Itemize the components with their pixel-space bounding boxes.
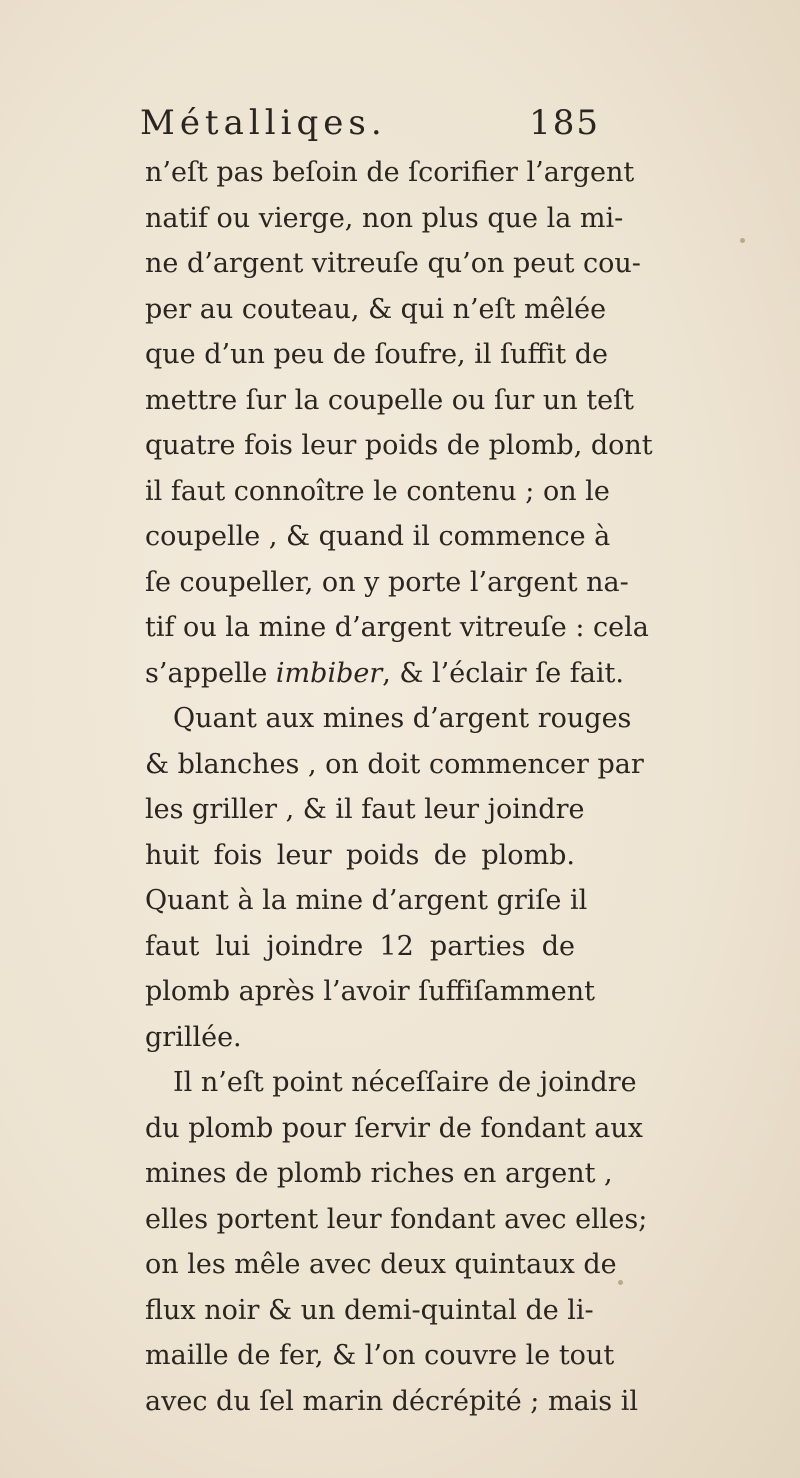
text-run: s’appelle (145, 657, 276, 689)
text-line: per au couteau, & qui n’eſt mêlée (145, 293, 607, 325)
text-line: huit fois leur poids de plomb. (145, 839, 575, 871)
text-line: que d’un peu de ſoufre, il ſuffit de (145, 339, 608, 370)
page-number: 185 (529, 103, 600, 143)
text-line: mines de plomb riches en argent , (145, 1158, 613, 1189)
text-line: quatre fois leur poids de plomb, dont (145, 430, 653, 461)
text-line: elles portent leur fondant avec elles; (145, 1203, 648, 1235)
text-line: mettre ſur la coupelle ou ſur un teſt (145, 384, 634, 416)
text-line: du plomb pour ſervir de fondant aux (145, 1112, 643, 1144)
text-line: les griller , & il faut leur joindre (145, 794, 585, 825)
paragraph-start-line: Quant aux mines d’argent rouges (173, 703, 632, 734)
text-line: n’eſt pas beſoin de ſcorifier l’argent (145, 157, 635, 188)
paper-spot (618, 1280, 623, 1285)
text-line: plomb après l’avoir ſuffiſamment (145, 976, 596, 1007)
running-title: Métalliqes. (140, 103, 387, 143)
text-line: coupelle , & quand il commence à (145, 521, 611, 552)
body-text (145, 150, 653, 1424)
paragraph-start-line: Il n’eſt point néceſſaire de joindre (173, 1067, 637, 1098)
text-run: , & l’éclair ſe fait. (382, 657, 624, 689)
text-line: flux noir & un demi-quintal de li- (145, 1294, 594, 1326)
text-line: natif ou vierge, non plus que la mi- (145, 202, 624, 234)
text-line: avec du ſel marin décrépité ; mais il (145, 1385, 639, 1417)
text-line: on les mêle avec deux quintaux de (145, 1249, 617, 1280)
italic-term: imbiber (275, 657, 383, 689)
text-line: tif ou la mine d’argent vitreuſe : cela (145, 612, 649, 643)
text-line: ſe coupeller, on y porte l’argent na- (145, 566, 629, 598)
text-line: grillée. (145, 1021, 242, 1053)
text-line: ne d’argent vitreuſe qu’on peut cou- (145, 248, 641, 279)
text-line: maille de fer, & l’on couvre le tout (145, 1340, 615, 1371)
text-line: il faut connoître le contenu ; on le (145, 475, 610, 507)
paper-spot (740, 238, 745, 243)
text-line-with-italic (145, 651, 624, 697)
text-line: faut lui joindre 12 parties de (145, 930, 575, 962)
text-line: & blanches , on doit commencer par (145, 748, 644, 780)
text-line: Quant à la mine d’argent griſe il (145, 885, 588, 916)
running-header (140, 98, 600, 148)
